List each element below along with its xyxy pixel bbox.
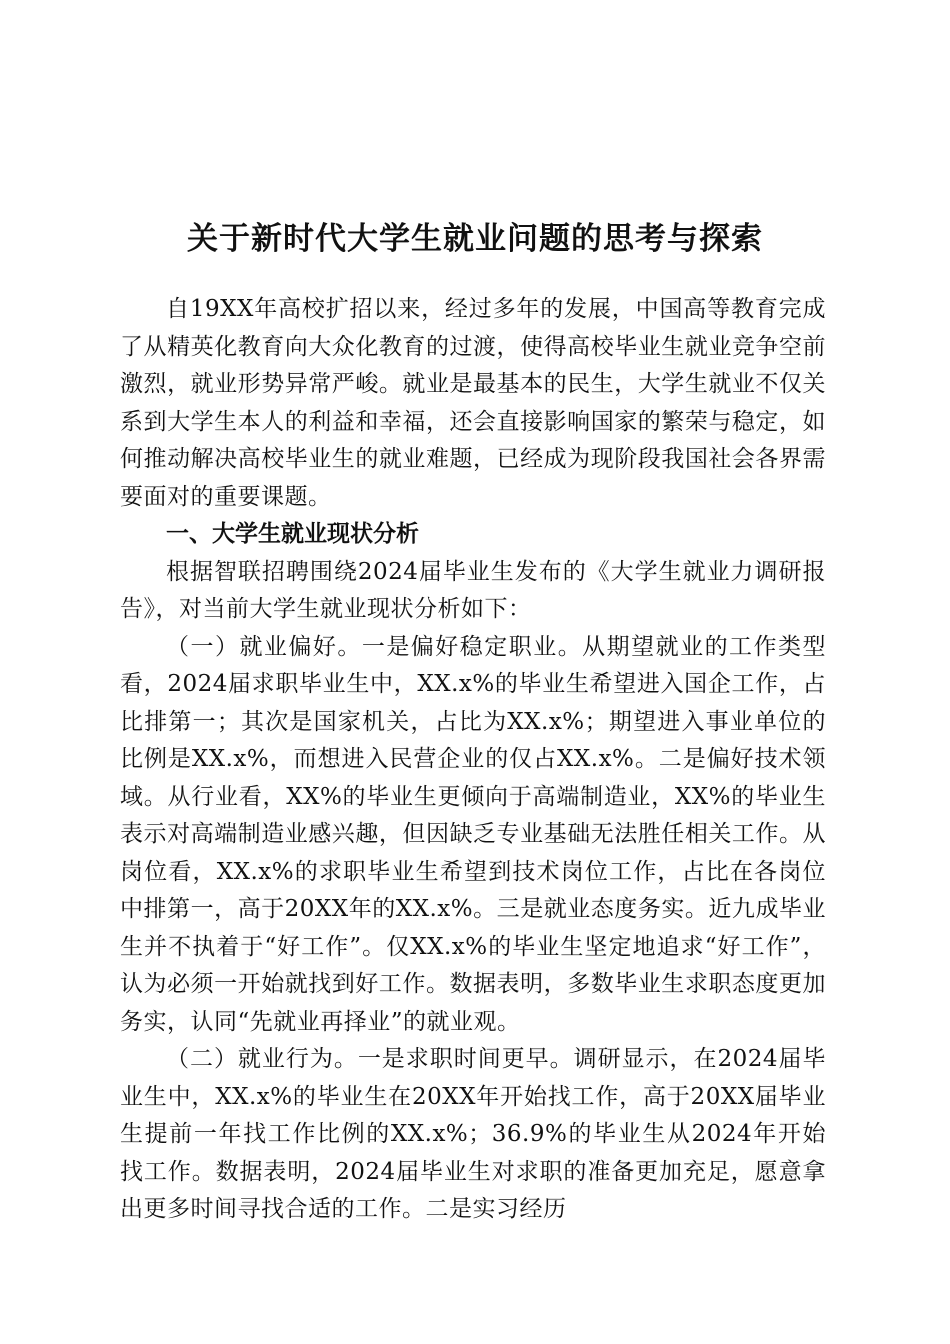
subsection-employment-behavior: （二）就业行为。一是求职时间更早。调研显示，在2024届毕业生中，XX.x%的毕业生在20XX年开始找工作，高于20XX届毕业生提前一年找工作比例的XX.x%；36.9%的毕业生从2024年开始找工作。数据表明，2024届毕业生对求职的准备更加充足，愿意拿出更多时间寻找合适的工作。二是实习经历 xyxy=(120,1046,826,1222)
document-body xyxy=(120,291,826,1229)
document-title: 关于新时代大学生就业问题的思考与探索 xyxy=(187,220,763,257)
section-heading-1: 一、大学生就业现状分析 xyxy=(166,521,419,547)
subsection-employment-preference: （一）就业偏好。一是偏好稳定职业。从期望就业的工作类型看，2024届求职毕业生中，XX.x%的毕业生希望进入国企工作，占比排第一；其次是国家机关，占比为XX.x%；期望进入事业单位的比例是XX.x%，而想进入民营企业的仅占XX.x%。二是偏好技术领域。从行业看，XX%的毕业生更倾向于高端制造业，XX%的毕业生表示对高端制造业感兴趣，但因缺乏专业基础无法胜任相关工作。从岗位看，XX.x%的求职毕业生希望到技术岗位工作，占比在各岗位中排第一，高于20XX年的XX.x%。三是就业态度务实。近九成毕业生并不执着于“好工作”。仅XX.x%的毕业生坚定地追求“好工作”，认为必须一开始就找到好工作。数据表明，多数毕业生求职态度更加务实，认同“先就业再择业”的就业观。 xyxy=(120,633,826,1035)
intro-paragraph: 自19XX年高校扩招以来，经过多年的发展，中国高等教育完成了从精英化教育向大众化教育的过渡，使得高校毕业生就业竞争空前激烈，就业形势异常严峻。就业是最基本的民生，大学生就业不仅关系到大学生本人的利益和幸福，还会直接影响国家的繁荣与稳定，如何推动解决高校毕业生的就业难题，已经成为现阶段我国社会各界需要面对的重要课题。 xyxy=(120,296,826,510)
section-1-intro-paragraph: 根据智联招聘围绕2024届毕业生发布的《大学生就业力调研报告》，对当前大学生就业现状分析如下： xyxy=(120,558,826,622)
